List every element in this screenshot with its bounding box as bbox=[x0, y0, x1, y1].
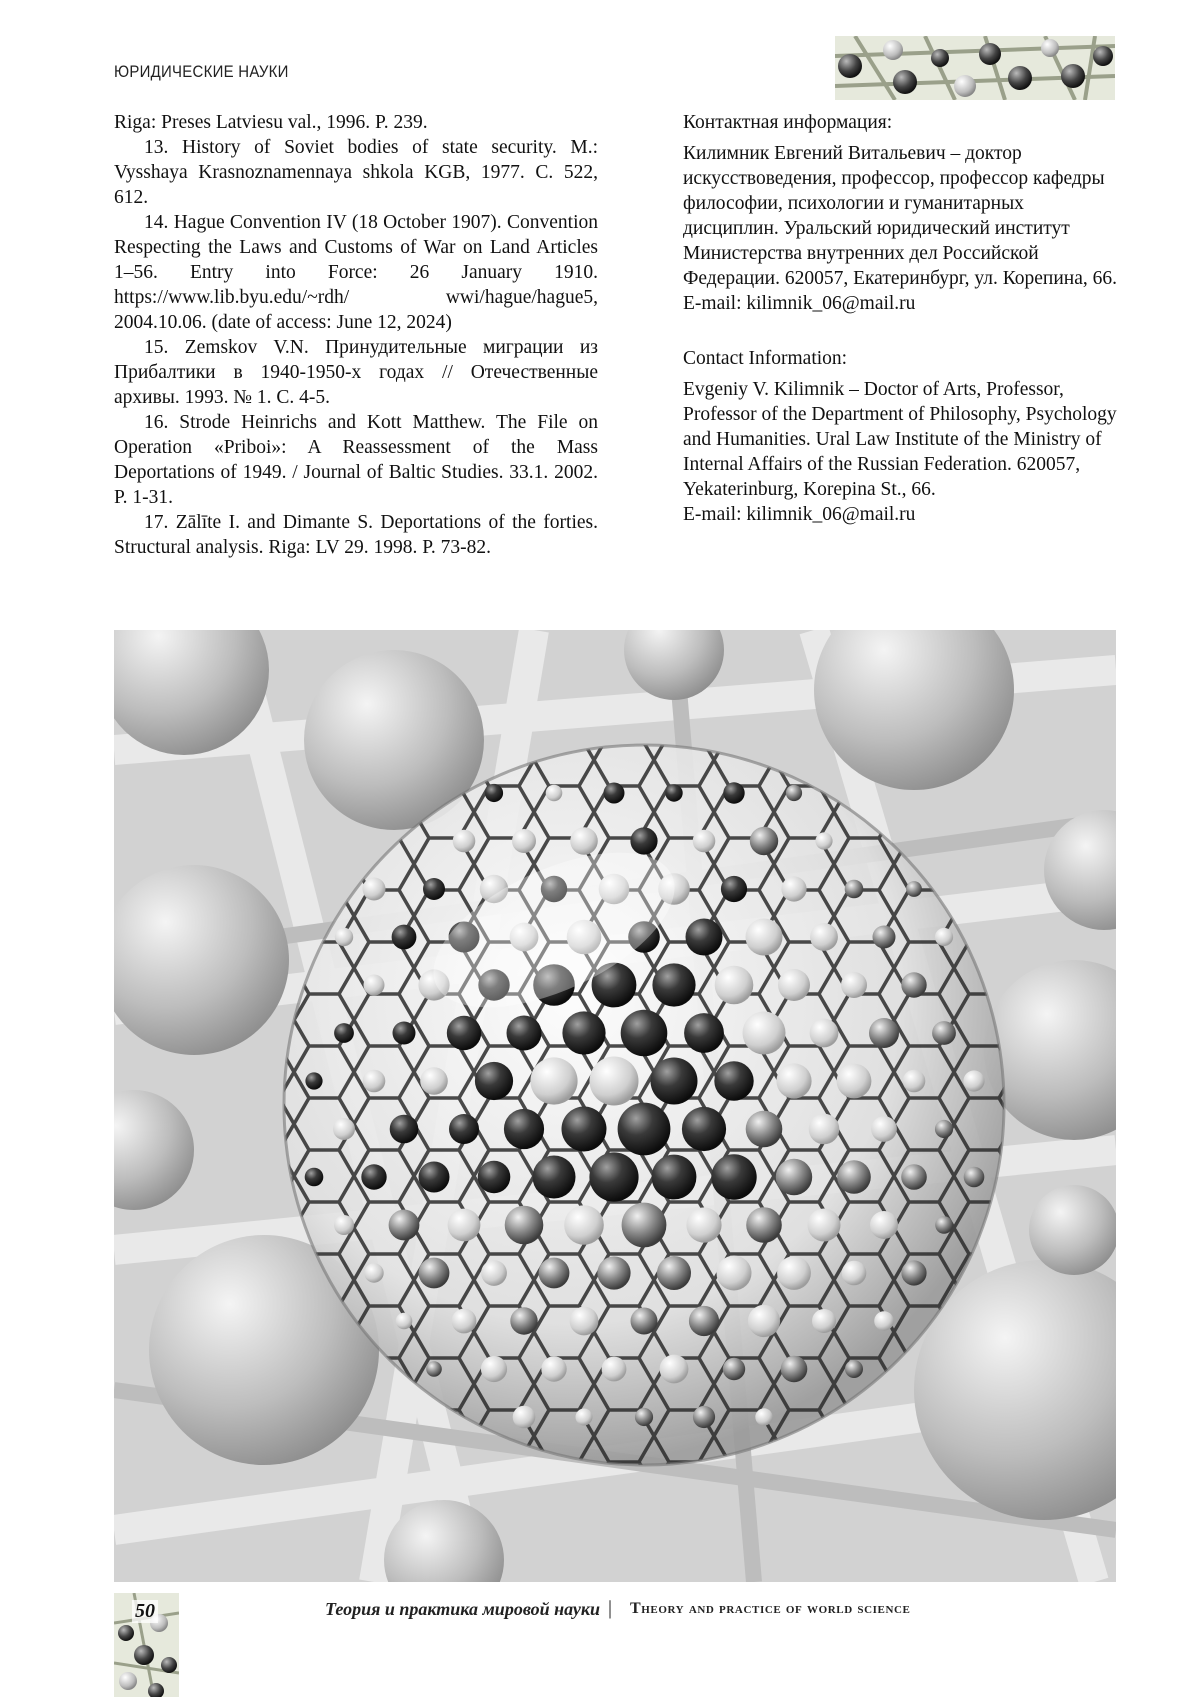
atom-icon bbox=[786, 785, 802, 801]
atom-icon bbox=[389, 1210, 420, 1241]
atom-icon bbox=[602, 1357, 627, 1382]
atom-icon bbox=[686, 1207, 721, 1242]
atom-icon bbox=[513, 1406, 536, 1429]
atom-icon bbox=[364, 975, 385, 996]
atom-icon bbox=[530, 1057, 577, 1104]
atom-icon bbox=[935, 928, 953, 946]
corner-molecule-decoration bbox=[835, 36, 1115, 100]
atom-icon bbox=[871, 1116, 897, 1142]
atom-icon bbox=[723, 782, 744, 803]
atom-icon bbox=[562, 1011, 605, 1054]
atom-icon bbox=[717, 1256, 752, 1291]
molecular-sphere-illustration-icon bbox=[114, 630, 1116, 1582]
atom-icon bbox=[870, 1211, 898, 1239]
reference-item: 17. Zālīte I. and Dimante S. Deportations of the forties. Structural analysis. Riga: LV 29. 1998. P. 73-82. bbox=[114, 512, 598, 558]
atom-icon bbox=[533, 1156, 576, 1199]
atom-icon bbox=[363, 878, 386, 901]
atom-icon bbox=[452, 1309, 477, 1334]
atom-icon bbox=[932, 1021, 956, 1045]
atom-icon bbox=[665, 784, 682, 801]
atom-icon bbox=[812, 1309, 836, 1333]
atom-icon bbox=[420, 1067, 448, 1095]
atom-icon bbox=[630, 827, 657, 854]
atom-icon bbox=[657, 1256, 691, 1290]
atom-icon bbox=[576, 1409, 593, 1426]
atom-icon bbox=[305, 1072, 322, 1089]
atom-icon bbox=[449, 1114, 479, 1144]
atom-icon bbox=[564, 1205, 604, 1245]
reference-continuation: Riga: Preses Latviesu val., 1996. P. 239. bbox=[114, 112, 428, 133]
journal-title-ru: Теория и практика мировой науки bbox=[325, 1599, 601, 1619]
contact-email: E-mail: kilimnik_06@mail.ru bbox=[683, 293, 916, 314]
atom-icon bbox=[964, 1167, 985, 1188]
atom-icon bbox=[873, 926, 896, 949]
atom-icon bbox=[541, 1356, 566, 1381]
atom-icon bbox=[539, 1258, 570, 1289]
atom-icon bbox=[512, 829, 536, 853]
atom-icon bbox=[935, 1216, 953, 1234]
atom-icon bbox=[622, 1203, 667, 1248]
atom-icon bbox=[635, 1408, 653, 1426]
atom-icon bbox=[361, 1164, 386, 1189]
contacts-column bbox=[683, 110, 1123, 527]
atom-icon bbox=[621, 1010, 668, 1057]
atom-icon bbox=[746, 1111, 783, 1148]
atom-icon bbox=[485, 784, 503, 802]
atom-icon bbox=[507, 1016, 542, 1051]
atom-icon bbox=[334, 1215, 354, 1235]
atom-icon bbox=[755, 1408, 772, 1425]
atom-icon bbox=[419, 1162, 450, 1193]
atom-icon bbox=[777, 1256, 811, 1290]
atom-icon bbox=[570, 1307, 599, 1336]
atom-icon bbox=[333, 1118, 355, 1140]
atom-icon bbox=[481, 1260, 507, 1286]
atom-icon bbox=[874, 1311, 894, 1331]
atom-icon bbox=[363, 1070, 386, 1093]
contact-body: Evgeniy V. Kilimnik – Doctor of Arts, Professor, Professor of the Department of Philosophy, Psychology and Humanities. Ural Law Institute of the Ministry of Internal Affairs of the Russian Federation. 620057, Yekaterinburg, Korepina St., 66. bbox=[683, 379, 1117, 500]
atom-icon bbox=[546, 785, 563, 802]
atom-icon bbox=[597, 1256, 630, 1289]
atom-icon bbox=[475, 1062, 513, 1100]
journal-title-en: Theory and practice of world science bbox=[630, 1600, 911, 1617]
atom-icon bbox=[305, 1168, 324, 1187]
reference-item: 16. Strode Heinrichs and Kott Matthew. The File on Operation «Priboi»: A Reassessment of the Mass Deportations of 1949. / Journal of Baltic Studies. 33.1. 2002. P. 1-31. bbox=[114, 412, 598, 508]
atom-icon bbox=[963, 1070, 984, 1091]
atom-icon bbox=[686, 919, 723, 956]
atom-icon bbox=[447, 1016, 481, 1050]
atom-icon bbox=[562, 1107, 607, 1152]
atom-icon bbox=[901, 1260, 926, 1285]
atom-icon bbox=[684, 1013, 724, 1053]
atom-icon bbox=[334, 1023, 354, 1043]
atom-icon bbox=[604, 783, 625, 804]
atom-icon bbox=[651, 1058, 698, 1105]
atom-icon bbox=[723, 1358, 745, 1380]
atom-icon bbox=[781, 1356, 808, 1383]
atom-icon bbox=[481, 1356, 507, 1382]
atom-icon bbox=[419, 1258, 450, 1289]
page-number: 50 bbox=[132, 1600, 158, 1623]
references-column bbox=[114, 110, 598, 560]
atom-icon bbox=[689, 1306, 719, 1336]
atom-icon bbox=[869, 1018, 899, 1048]
atom-icon bbox=[478, 1161, 511, 1194]
atom-icon bbox=[693, 830, 716, 853]
hero-illustration bbox=[114, 630, 1116, 1582]
atom-icon bbox=[841, 972, 867, 998]
atom-icon bbox=[510, 1307, 537, 1334]
atom-icon bbox=[809, 1114, 840, 1145]
atom-icon bbox=[693, 1406, 715, 1428]
atom-icon bbox=[631, 1308, 658, 1335]
atom-icon bbox=[810, 1019, 839, 1048]
atom-icon bbox=[448, 1209, 481, 1242]
atom-icon bbox=[901, 972, 926, 997]
atom-icon bbox=[743, 1012, 786, 1055]
atom-icon bbox=[903, 1070, 926, 1093]
contact-heading: Contact Information: bbox=[683, 348, 848, 369]
atom-icon bbox=[746, 1207, 782, 1243]
footer-separator: | bbox=[608, 1597, 613, 1619]
reference-item: 13. History of Soviet bodies of state security. M.: Vysshaya Krasnoznamennaya shkola KGB, 1977. C. 522, 612. bbox=[114, 137, 598, 208]
atom-icon bbox=[746, 919, 783, 956]
atom-icon bbox=[618, 1103, 671, 1156]
atom-icon bbox=[776, 1063, 811, 1098]
atom-icon bbox=[390, 1115, 419, 1144]
atom-icon bbox=[815, 832, 832, 849]
atom-icon bbox=[393, 1022, 416, 1045]
atom-icon bbox=[715, 966, 754, 1005]
atom-icon bbox=[781, 876, 806, 901]
atom-icon bbox=[711, 1154, 756, 1199]
atom-icon bbox=[453, 830, 476, 853]
atom-icon bbox=[776, 1159, 812, 1195]
atom-icon bbox=[426, 1361, 442, 1377]
atom-icon bbox=[364, 1263, 383, 1282]
atom-icon bbox=[845, 880, 864, 899]
atom-icon bbox=[842, 1261, 867, 1286]
atom-icon bbox=[590, 1057, 639, 1106]
atom-icon bbox=[901, 1164, 927, 1190]
contact-body: Килимник Евгений Витальевич – доктор искусствоведения, профессор, профессор кафедры философии, психологии и гуманитарных дисциплин. Уральский юридический институт Министерства внутренних дел Российской Федерации. 620057, Екатеринбург, ул. Корепина, 66. bbox=[683, 143, 1118, 289]
contact-block-ru bbox=[683, 110, 1123, 316]
atom-icon bbox=[396, 1313, 413, 1330]
atom-icon bbox=[906, 881, 922, 897]
atom-icon bbox=[778, 969, 810, 1001]
atom-icon bbox=[660, 1355, 689, 1384]
atom-icon bbox=[505, 1206, 544, 1245]
contact-block-en bbox=[683, 346, 1123, 527]
atom-icon bbox=[589, 1152, 638, 1201]
atom-icon bbox=[423, 878, 445, 900]
atom-icon bbox=[748, 1305, 780, 1337]
atom-icon bbox=[335, 928, 353, 946]
atom-icon bbox=[504, 1109, 544, 1149]
contact-heading: Контактная информация: bbox=[683, 112, 893, 133]
molecule-pattern-icon bbox=[835, 36, 1115, 100]
atom-icon bbox=[652, 963, 695, 1006]
atom-icon bbox=[845, 1360, 863, 1378]
atom-icon bbox=[750, 827, 778, 855]
reference-item: 15. Zemskov V.N. Принудительные миграции из Прибалтики в 1940-1950-х годах // Отечественные архивы. 1993. № 1. С. 4-5. bbox=[114, 337, 598, 408]
atom-icon bbox=[810, 923, 838, 951]
atom-icon bbox=[808, 1209, 841, 1242]
atom-icon bbox=[837, 1160, 871, 1194]
atom-icon bbox=[721, 876, 747, 902]
reference-item: 14. Hague Convention IV (18 October 1907). Convention Respecting the Laws and Customs of War on Land Articles 1–56. Entry into Force: 26 January 1910. https://www.lib.byu.edu/~rdh/ wwi/hague/hague5, 2004.10.06. (date of access: June 12, 2024) bbox=[114, 212, 598, 333]
atom-icon bbox=[392, 925, 417, 950]
atom-icon bbox=[837, 1064, 872, 1099]
section-title: ЮРИДИЧЕСКИЕ НАУКИ bbox=[114, 62, 289, 81]
atom-icon bbox=[935, 1120, 953, 1138]
atom-icon bbox=[652, 1155, 697, 1200]
atom-icon bbox=[570, 827, 598, 855]
atom-icon bbox=[682, 1107, 726, 1151]
atom-icon bbox=[714, 1061, 753, 1100]
contact-email: E-mail: kilimnik_06@mail.ru bbox=[683, 504, 916, 525]
